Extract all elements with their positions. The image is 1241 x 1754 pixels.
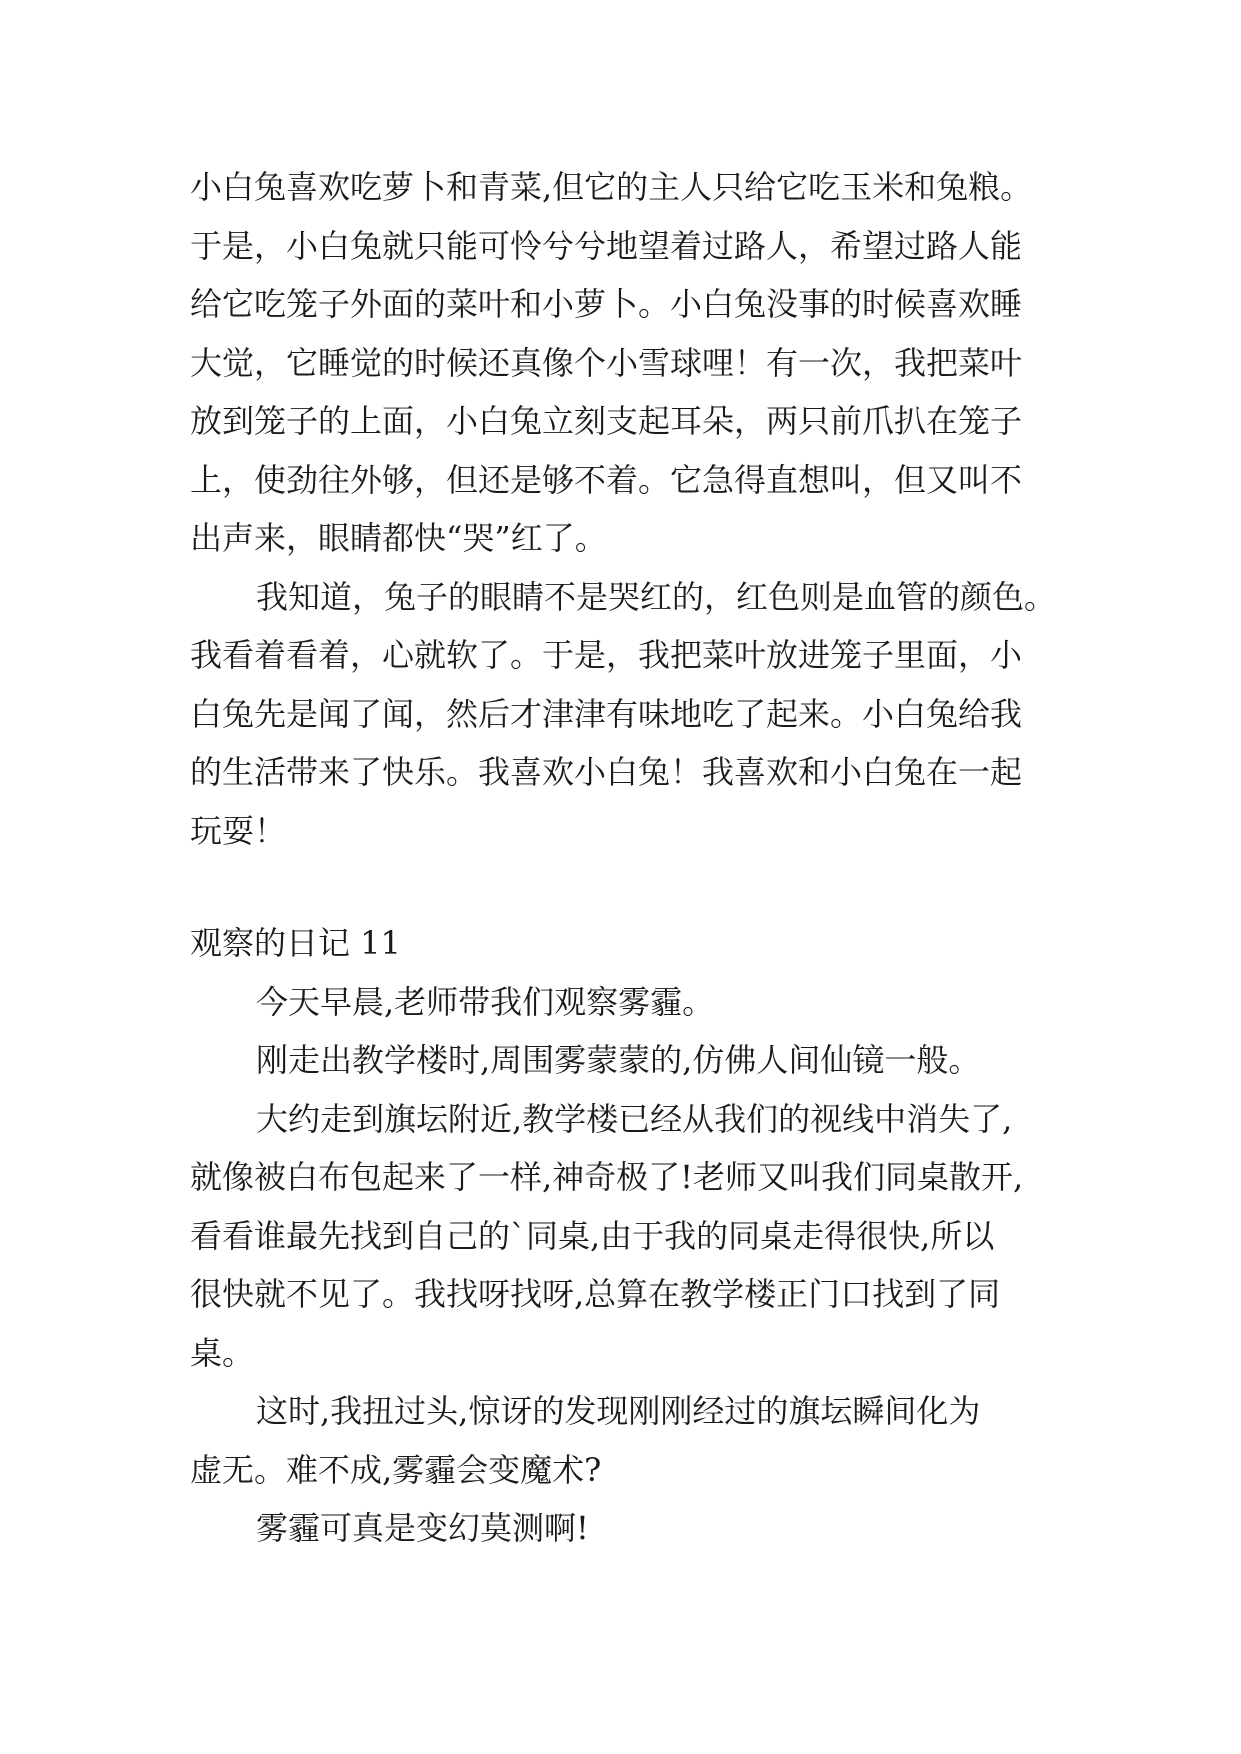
text-line: 看看谁最先找到自己的`同桌,由于我的同桌走得很快,所以: [190, 1216, 995, 1255]
text-line: 今天早晨,老师带我们观察雾霾。: [256, 982, 715, 1021]
text-line: 很快就不见了。我找呀找呀,总算在教学楼正门口找到了同: [190, 1275, 1001, 1313]
text-line: 放到笼子的上面，小白兔立刻支起耳朵，两只前爪扒在笼子: [190, 402, 1023, 440]
text-line: 大觉，它睡觉的时候还真像个小雪球哩！有一次，我把菜叶: [190, 343, 1023, 382]
paragraph-rabbit-2: [190, 568, 1090, 861]
text-line: 雾霾可真是变幻莫测啊!: [256, 1509, 589, 1547]
text-line: 我看着看着，心就软了。于是，我把菜叶放进笼子里面，小: [190, 636, 1023, 674]
paragraph-haze-3: [190, 1090, 1090, 1383]
text-line: 给它吃笼子外面的菜叶和小萝卜。小白兔没事的时候喜欢睡: [190, 285, 1023, 323]
text-line: 这时,我扭过头,惊讶的发现刚刚经过的旗坛瞬间化为: [256, 1392, 981, 1430]
diary-title: 观察的日记 11: [190, 924, 401, 962]
text-line: 出声来，眼睛都快“哭”红了。: [190, 519, 607, 557]
text-line: 玩耍！: [190, 811, 287, 850]
text-line: 桌。: [190, 1333, 255, 1372]
text-line: 于是，小白兔就只能可怜兮兮地望着过路人，希望过路人能: [190, 226, 1023, 265]
paragraph-haze-2: [190, 1031, 1090, 1090]
story-rabbit: [190, 158, 1090, 860]
paragraph-haze-5: [190, 1499, 1090, 1558]
text-line: 我知道，兔子的眼睛不是哭红的，红色则是血管的颜色。: [256, 577, 1057, 616]
paragraph-haze-1: [190, 973, 1090, 1032]
story-haze-diary: [190, 914, 1090, 1558]
text-line: 大约走到旗坛附近,教学楼已经从我们的视线中消失了,: [256, 1099, 1013, 1138]
text-line: 刚走出教学楼时,周围雾蒙蒙的,仿佛人间仙镜一般。: [256, 1041, 981, 1079]
text-line: 白兔先是闻了闻，然后才津津有味地吃了起来。小白兔给我: [190, 694, 1023, 733]
text-line: 小白兔喜欢吃萝卜和青菜,但它的主人只给它吃玉米和兔粮。: [190, 168, 1033, 206]
text-line: 的生活带来了快乐。我喜欢小白兔！我喜欢和小白兔在一起: [190, 753, 1023, 791]
text-line: 上，使劲往外够，但还是够不着。它急得直想叫，但又叫不: [190, 460, 1023, 499]
text-line: 虚无。难不成,雾霾会变魔术?: [190, 1450, 602, 1489]
text-line: 就像被白布包起来了一样,神奇极了!老师又叫我们同桌散开,: [190, 1158, 1024, 1196]
paragraph-haze-4: [190, 1382, 1090, 1499]
paragraph-rabbit-1: [190, 158, 1090, 568]
